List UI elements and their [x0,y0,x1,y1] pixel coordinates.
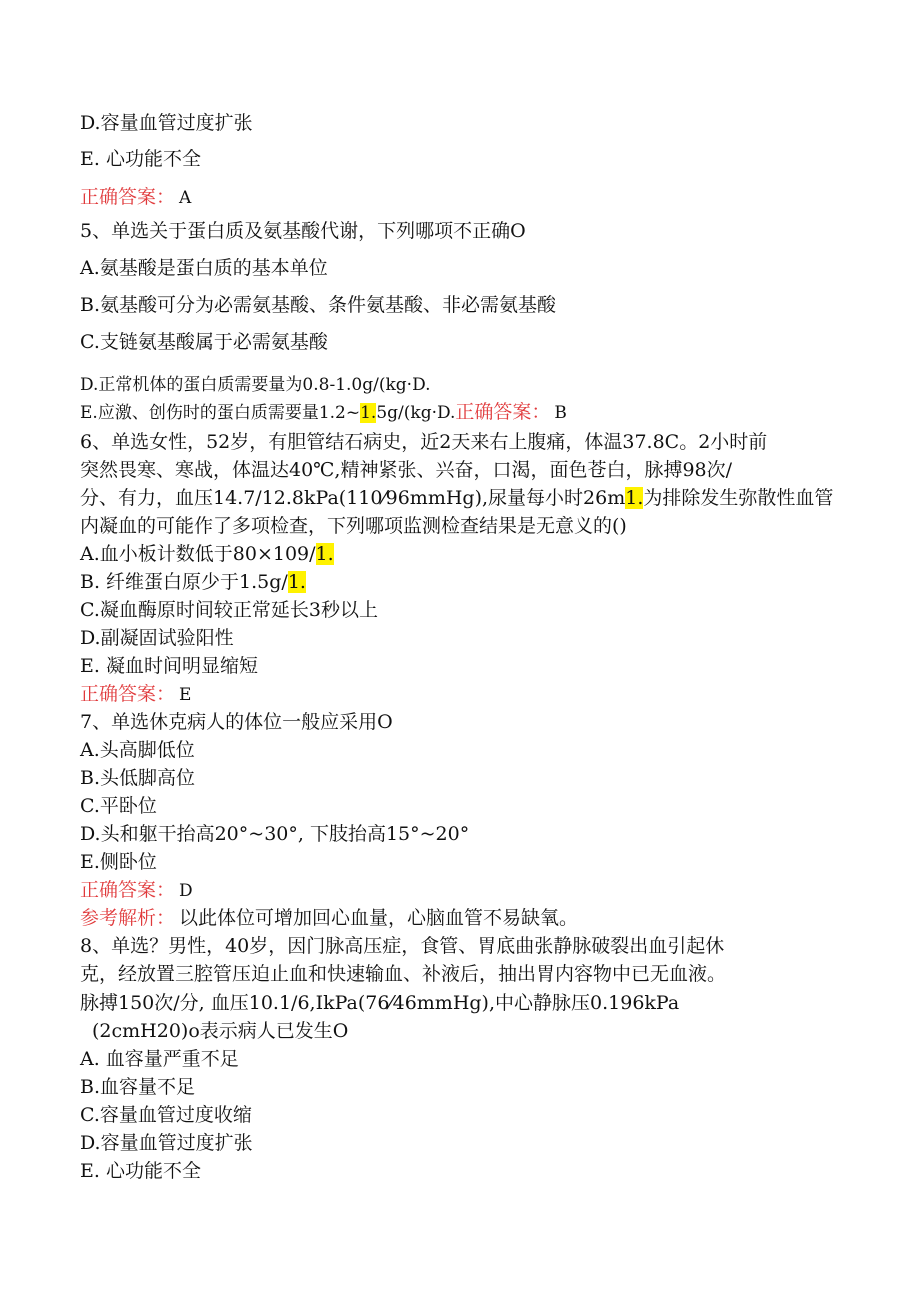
question-6-line-1: 6、单选女性，52岁，有胆管结石病史，近2天来右上腹痛，体温37.8C。2小时前 [80,431,768,453]
option-c: C.容量血管过度收缩 [80,1104,252,1126]
option-b [80,569,306,595]
option-a: A. 血容量严重不足 [80,1048,239,1070]
explanation-label: 参考解析： [80,907,176,929]
option-e: E. 凝血时间明显缩短 [80,655,258,677]
answer-value: E [179,685,192,705]
question-6-line-3 [80,485,833,511]
question-8-line-1: 8、单选？男性，40岁，因门脉高压症，食管、胃底曲张静脉破裂出血引起休 [80,935,725,957]
option-b: B.血容量不足 [80,1076,196,1098]
question-8-line-3: 脉搏150次/分, 血压10.1/6,IkPa(76⁄46mmHg),中心静脉压0.196kPa [80,992,680,1014]
option-d: D.容量血管过度扩张 [80,1132,253,1154]
option-d: D.头和躯干抬高20°~30°, 下肢抬高15°~20° [80,823,470,845]
highlight-mark: 1. [360,403,377,423]
highlight-mark: 1. [315,543,334,565]
option-a [80,541,334,567]
option-c: C.凝血酶原时间较正常延长3秒以上 [80,599,378,621]
answer-line [80,184,191,211]
answer-value: A [179,188,192,208]
option-a: A.氨基酸是蛋白质的基本单位 [80,257,328,279]
option-text-cont: 5g/(kg·D. [376,403,456,423]
answer-label: 正确答案： [80,879,176,901]
text-segment: 分、有力，血压14.7/12.8kPa(110⁄96mmHg),尿量每小时26m [80,487,626,509]
question-6-line-2: 突然畏寒、寒战，体温达40℃,精神紧张、兴奋，口渴，面色苍白，脉搏98次/ [80,459,733,481]
option-text: B. 纤维蛋白原少于1.5g/ [80,571,288,593]
explanation-text: 以此体位可增加回心血量，心脑血管不易缺氧。 [179,907,579,929]
highlight-mark: 1. [287,571,306,593]
option-text: A.血小板计数低于80×109/ [80,543,316,565]
question-8-line-4: (2cmH20)o表示病人已发生O [92,1020,349,1042]
option-e: E.侧卧位 [80,851,157,873]
explanation-line [80,905,578,931]
option-a: A.头高脚低位 [80,739,195,761]
option-e: E. 心功能不全 [80,1160,201,1182]
option-d: D.副凝固试验阳性 [80,627,234,649]
option-text: E.应激、创伤时的蛋白质需要量1.2~ [80,403,361,423]
answer-value: B [554,403,567,423]
question-5: 5、单选关于蛋白质及氨基酸代谢，下列哪项不正确O [80,220,526,242]
answer-line [80,681,191,708]
option-d: D.容量血管过度扩张 [80,112,253,134]
option-d: D.正常机体的蛋白质需要量为0.8-1.0g/(kg·D. [80,375,431,395]
question-8-line-2: 克，经放置三腔管压迫止血和快速输血、补液后，抽出胃内容物中已无血液。 [80,963,727,985]
text-segment-cont: 为排除发生弥散性血管 [643,487,834,509]
question-6-line-4: 内凝血的可能作了多项检查，下列哪项监测检查结果是无意义的() [80,515,627,537]
option-e-with-answer [80,399,567,426]
answer-line [80,877,193,904]
answer-value: D [179,881,193,901]
answer-label: 正确答案： [455,401,551,423]
option-b: B.头低脚高位 [80,767,196,789]
document-page [80,0,840,1301]
option-b: B.氨基酸可分为必需氨基酸、条件氨基酸、非必需氨基酸 [80,294,557,316]
question-7: 7、单选休克病人的体位一般应采用O [80,711,393,733]
option-c: C.支链氨基酸属于必需氨基酸 [80,331,328,353]
option-e: E. 心功能不全 [80,148,201,170]
option-c: C.平卧位 [80,795,157,817]
highlight-mark: 1. [625,487,644,509]
answer-label: 正确答案： [80,186,176,208]
answer-label: 正确答案： [80,683,176,705]
